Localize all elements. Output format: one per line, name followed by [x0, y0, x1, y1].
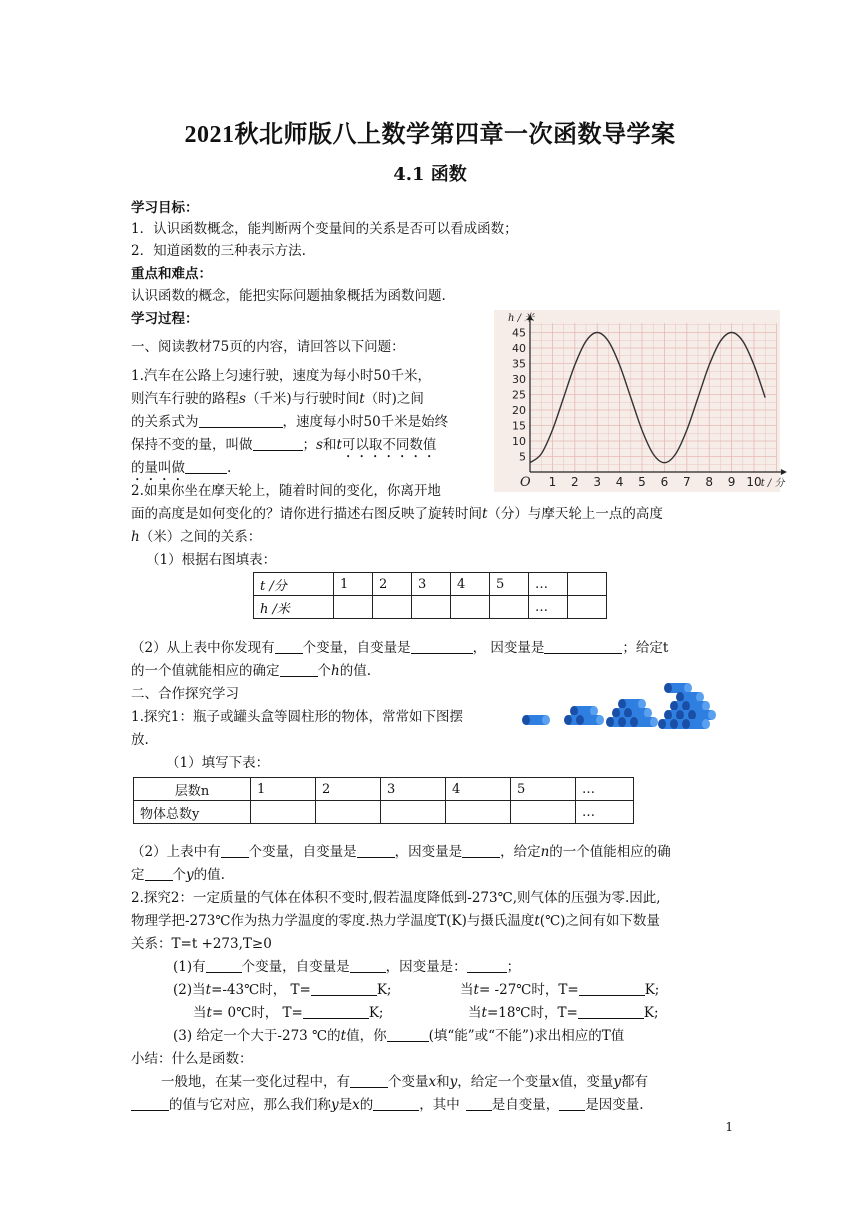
y-tick-label: 5	[519, 450, 526, 464]
text: （千米)与行驶时间	[245, 391, 360, 407]
answer-blank[interactable]	[466, 1095, 492, 1111]
ex1-line: 放.	[131, 732, 149, 748]
answer-blank[interactable]	[311, 980, 377, 996]
var-s: s	[239, 391, 246, 407]
var-t: t	[336, 437, 342, 453]
row-label: 层数n	[174, 783, 210, 799]
ex2-q2	[173, 980, 391, 1000]
var-n: n	[540, 844, 550, 860]
answer-blank[interactable]	[578, 1003, 644, 1019]
answer-blank[interactable]	[467, 957, 507, 973]
text: （时)之间	[364, 391, 424, 407]
text: 都有	[621, 1074, 649, 1090]
var-y: y	[449, 1074, 458, 1090]
x-tick-label: 6	[660, 475, 669, 489]
ex2-q3	[173, 1026, 624, 1046]
row-label: h /米	[260, 601, 290, 617]
text: 的量叫做	[131, 460, 185, 476]
text: 是	[338, 1097, 353, 1113]
text: 一般地，在某一变化过程中，有	[161, 1074, 350, 1090]
table-cell[interactable]	[316, 801, 381, 824]
ex2-line: 2.探究2：一定质量的气体在体积不变时,假若温度降低到-273℃,则气体的压强为零.因此,	[131, 890, 661, 906]
var-y: y	[613, 1074, 622, 1090]
text: ，因变量是	[394, 844, 463, 860]
answer-blank[interactable]	[206, 957, 242, 973]
text: 的一个值能相应的确	[549, 844, 671, 860]
q1-line: 1.汽车在公路上匀速行驶，速度为每小时50千米，	[131, 368, 432, 384]
var-t: t	[534, 913, 540, 929]
ex1-sub2	[131, 865, 225, 885]
var-t: t	[359, 391, 365, 407]
table-cell	[254, 573, 334, 596]
table-cell: 2	[373, 573, 412, 596]
table-row	[134, 778, 634, 801]
ferris-table	[253, 572, 607, 619]
table-cell: 5	[511, 778, 576, 801]
x-tick-label: 2	[570, 475, 579, 489]
table-cell: 4	[446, 778, 511, 801]
q2-sub2	[131, 638, 668, 658]
answer-blank[interactable]	[275, 638, 303, 654]
text: 当	[468, 1005, 482, 1021]
cylinder-icon	[618, 699, 646, 709]
cylinder-icon	[682, 701, 710, 711]
table-cell[interactable]	[568, 596, 607, 619]
text: 的值与它对应，那么我们称	[169, 1097, 331, 1113]
page-number: 1	[725, 1120, 733, 1134]
table-cell: …	[529, 573, 568, 596]
answer-blank[interactable]	[253, 435, 303, 451]
text: 值，变量	[559, 1074, 614, 1090]
row-label: t /分	[260, 578, 287, 594]
text: 物理学把-273℃作为热力学温度的零度.热力学温度T(K)与摄氏温度	[131, 913, 535, 929]
text: 个变量，自变量是	[241, 959, 350, 975]
text: （2）上表中有	[131, 844, 221, 860]
answer-blank[interactable]	[387, 1026, 429, 1042]
text: =18℃时，T=	[486, 1005, 578, 1021]
text: K;	[643, 1005, 659, 1021]
ex1-sub2	[131, 842, 671, 862]
cylinder-icon	[664, 683, 692, 693]
ex2-q2	[460, 980, 659, 1000]
x-tick-label: 5	[638, 475, 646, 489]
text: 个变量，自变量是	[302, 640, 411, 656]
x-tick-label: 9	[727, 475, 736, 489]
text: ；	[302, 437, 316, 453]
x-axis-label: t / 分	[760, 478, 785, 489]
var-x: x	[352, 1097, 360, 1113]
text: 的	[359, 1097, 374, 1113]
table-cell: …	[529, 596, 568, 619]
origin-label: O	[520, 475, 531, 490]
table-row	[254, 573, 607, 596]
ex2-q2	[193, 1003, 383, 1023]
goal-item: 2．知道函数的三种表示方法.	[131, 243, 306, 259]
text: ， 因变量是	[472, 640, 545, 656]
text: (2)当	[173, 982, 206, 998]
table-cell[interactable]	[511, 801, 576, 824]
text: K;	[368, 1005, 384, 1021]
row-label: 物体总数y	[140, 806, 200, 822]
x-tick-label: 8	[705, 475, 714, 489]
table-row	[254, 596, 607, 619]
text: 个变量	[388, 1074, 429, 1090]
var-h: h	[131, 529, 140, 545]
answer-blank[interactable]	[221, 842, 249, 858]
table-cell: 1	[334, 573, 373, 596]
var-t: t	[206, 1005, 212, 1021]
var-t: t	[340, 1028, 347, 1044]
text: ，其中	[419, 1097, 460, 1113]
text: .	[227, 460, 232, 476]
table-cell: 4	[451, 573, 490, 596]
cylinder-icon	[688, 710, 716, 720]
text: 是自变量，	[491, 1097, 560, 1113]
document-title: 2021秋北师版八上数学第四章一次函数导学案	[184, 122, 676, 148]
text: ；	[506, 959, 521, 975]
text: ；给定t	[622, 640, 669, 656]
x-axis-arrow	[781, 469, 787, 475]
table-cell[interactable]	[373, 596, 412, 619]
table-cell[interactable]	[334, 596, 373, 619]
y-tick-label: 20	[512, 404, 526, 417]
x-tick-label: 3	[593, 475, 602, 489]
var-t: t	[205, 982, 212, 998]
section2-heading: 二、合作探究学习	[131, 686, 239, 702]
text: (℃)之间有如下数量	[539, 913, 660, 929]
q1-line	[131, 412, 448, 432]
goals-heading: 学习目标：	[131, 200, 199, 216]
summary-line	[131, 1095, 644, 1115]
table-cell: …	[576, 778, 634, 801]
y-tick-label: 45	[512, 326, 526, 340]
text: （分）与摩天轮上一点的高度	[487, 506, 663, 522]
answer-blank[interactable]	[579, 980, 645, 996]
text: = -27℃时，T=	[478, 982, 579, 998]
var-x: x	[551, 1074, 560, 1090]
text: (1)有	[173, 959, 206, 975]
height-curve	[530, 333, 765, 463]
answer-blank[interactable]	[559, 1095, 585, 1111]
answer-blank[interactable]	[131, 1095, 169, 1111]
ex2-line	[131, 911, 660, 931]
cylinder-stacks-illustration	[520, 680, 716, 740]
text: 定	[131, 867, 145, 883]
answer-blank[interactable]	[544, 638, 622, 654]
ex2-q2	[468, 1003, 659, 1023]
table-cell[interactable]	[568, 573, 607, 596]
table-cell[interactable]	[251, 801, 316, 824]
table-cell[interactable]	[381, 801, 446, 824]
text: （米）之间的关系：	[139, 529, 262, 545]
ex1-sub1: （1）填写下表：	[166, 755, 270, 771]
y-tick-label: 15	[512, 419, 526, 433]
table-cell: 5	[490, 573, 529, 596]
q2-line	[131, 527, 261, 547]
var-t: t	[481, 1005, 487, 1021]
answer-blank[interactable]	[462, 842, 500, 858]
section1-heading: 一、阅读教材75页的内容，请回答以下问题：	[131, 339, 405, 355]
ferris-wheel-chart	[494, 310, 785, 492]
text: 和	[436, 1074, 450, 1090]
answer-blank[interactable]	[199, 412, 283, 428]
y-tick-label: 40	[512, 342, 526, 355]
x-tick-label: 7	[682, 475, 691, 489]
table-cell	[254, 596, 334, 619]
x-tick-label: 4	[615, 475, 624, 489]
var-t: t	[482, 506, 488, 522]
ex2-q1	[173, 957, 520, 977]
text: ，速度每小时50千米是始终	[282, 414, 449, 430]
text: =-43℃时， T=	[211, 982, 311, 998]
text: 可以取不同数值	[341, 437, 437, 453]
table-cell[interactable]	[451, 596, 490, 619]
text: 个变量，自变量是	[248, 844, 357, 860]
text: (3) 给定一个大于-273 ℃的	[173, 1028, 341, 1044]
text: （2）从上表中你发现有	[131, 640, 275, 656]
text: (填“能”或“不能”)求出相应的T值	[428, 1028, 625, 1044]
answer-blank[interactable]	[350, 957, 386, 973]
var-t: t	[473, 982, 479, 998]
table-cell: …	[576, 801, 634, 824]
text: = 0℃时， T=	[211, 1005, 303, 1021]
text: K;	[644, 982, 660, 998]
table-cell: 2	[316, 778, 381, 801]
cylinder-icon	[630, 717, 658, 727]
var-y: y	[186, 867, 194, 883]
table-cell: 1	[251, 778, 316, 801]
cylinder-icon	[570, 706, 598, 716]
cylinder-icon	[624, 708, 652, 718]
text: 的值.	[193, 867, 225, 883]
answer-blank[interactable]	[303, 1003, 369, 1019]
answer-blank[interactable]	[357, 842, 395, 858]
y-tick-label: 35	[512, 357, 526, 371]
cylinder-icon	[522, 715, 550, 725]
ex1-line: 1.探究1：瓶子或罐头盒等圆柱形的物体，常常如下图摆	[131, 709, 463, 725]
text: 当	[460, 982, 474, 998]
table-row	[134, 801, 634, 824]
text: 面的高度是如何变化的？请你进行描述右图反映了旋转时间	[131, 506, 482, 522]
answer-blank[interactable]	[280, 661, 318, 677]
table-cell[interactable]	[412, 596, 451, 619]
answer-blank[interactable]	[411, 638, 473, 654]
cylinder-icon	[682, 719, 710, 729]
summary-line	[161, 1072, 648, 1092]
text: 的关系式为	[131, 414, 199, 430]
x-tick-label: 10	[746, 475, 762, 489]
answer-blank[interactable]	[185, 458, 227, 474]
table-cell[interactable]	[490, 596, 529, 619]
process-heading: 学习过程：	[131, 311, 199, 327]
var-y: y	[331, 1097, 339, 1113]
var-h: h	[331, 663, 340, 679]
key-text: 认识函数的概念，能把实际问题抽象概括为函数问题.	[131, 288, 446, 304]
text: ，给定一个变量	[457, 1074, 552, 1090]
table-cell[interactable]	[446, 801, 511, 824]
text: ，因变量是：	[385, 959, 467, 975]
answer-blank[interactable]	[145, 865, 173, 881]
var-x: x	[428, 1074, 437, 1090]
cylinder-table	[133, 777, 634, 824]
text: K;	[376, 982, 392, 998]
y-axis-label: h / 米	[508, 313, 535, 325]
section-title: 4.1 函数	[393, 164, 467, 185]
q2-line: 2.如果你坐在摩天轮上，随着时间的变化，你离开地	[131, 483, 441, 499]
table-cell	[134, 801, 251, 824]
table-cell: 3	[381, 778, 446, 801]
q1-line	[131, 389, 424, 409]
text: 和	[322, 437, 337, 453]
y-tick-label: 25	[512, 388, 526, 402]
text: 的值.	[339, 663, 371, 679]
q2-line	[131, 504, 663, 524]
y-tick-label: 10	[512, 435, 526, 448]
table-cell	[134, 778, 251, 801]
text: 个	[317, 663, 331, 679]
key-heading: 重点和难点：	[131, 266, 212, 282]
q2-sub1: （1）根据右图填表：	[146, 552, 277, 568]
goal-item: 1．认识函数概念，能判断两个变量间的关系是否可以看成函数；	[131, 221, 518, 237]
x-tick-label: 1	[548, 475, 557, 489]
text: 的一个值就能相应的确定	[131, 663, 280, 679]
y-tick-label: 30	[512, 373, 526, 386]
answer-blank[interactable]	[373, 1095, 419, 1111]
cylinder-icon	[676, 692, 704, 702]
q2-sub2	[131, 661, 371, 681]
table-cell: 3	[412, 573, 451, 596]
text: 值，你	[346, 1028, 387, 1044]
ex2-line: 关系：T=t +273,T≥0	[131, 936, 272, 952]
answer-blank[interactable]	[350, 1072, 388, 1088]
text: 当	[193, 1005, 207, 1021]
text: ，给定	[500, 844, 541, 860]
cylinder-icon	[576, 715, 604, 725]
summary-heading: 小结：什么是函数：	[131, 1051, 253, 1067]
text: 则汽车行驶的路程	[131, 391, 239, 407]
text: 保持不变的量，叫做	[131, 437, 253, 453]
text: 个	[172, 867, 186, 883]
text: 是因变量.	[585, 1097, 644, 1113]
var-s: s	[316, 437, 323, 453]
